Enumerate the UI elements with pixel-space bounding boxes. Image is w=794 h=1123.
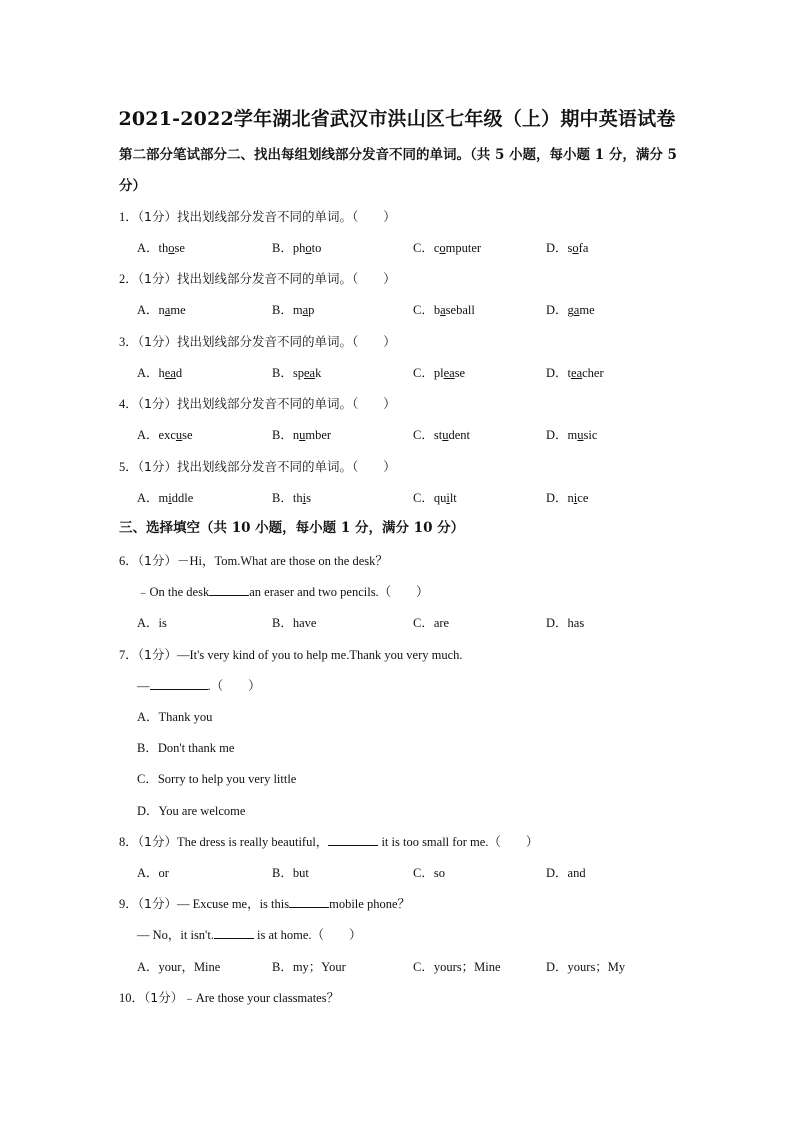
- question-number: 4．: [119, 397, 138, 411]
- option-d: D．nice: [546, 491, 589, 505]
- option-b: B．my；Your: [272, 960, 346, 974]
- question-6-line2: ﹣On the desk an eraser and two pencils.（ ）: [137, 585, 429, 599]
- question-number: 10．: [119, 991, 145, 1005]
- option-a: A．those: [137, 241, 185, 255]
- question-number: 6．: [119, 554, 138, 568]
- underlined-letters: o: [168, 241, 175, 255]
- question-score: （1分）: [137, 334, 177, 349]
- option-letter: B．: [272, 366, 293, 380]
- question-score: （1分）: [137, 834, 177, 849]
- question-score: （1分）: [144, 990, 184, 1005]
- question-9-options: [137, 957, 697, 975]
- option-d: D．sofa: [546, 241, 589, 255]
- question-9: 9．（1分）— Excuse me，is this mobile phone？: [119, 896, 410, 911]
- underlined-letters: ea: [303, 366, 316, 380]
- question-number: 7．: [119, 648, 138, 662]
- underlined-letters: ea: [164, 366, 176, 380]
- question-number: 3．: [119, 335, 138, 349]
- question-stem: 找出划线部分发音不同的单词。（ ）: [176, 459, 396, 474]
- option-letter: A．: [137, 491, 159, 505]
- question-5: [119, 457, 396, 475]
- underlined-letters: o: [439, 241, 446, 255]
- question-5-options: [137, 488, 697, 506]
- underlined-letters: i: [168, 491, 172, 505]
- question-4: [119, 394, 396, 412]
- option-c: C．baseball: [413, 303, 475, 317]
- option-c: C．Sorry to help you very little: [137, 772, 297, 786]
- question-number: 8．: [119, 835, 138, 849]
- option-b: B．number: [272, 428, 332, 442]
- question-stem: 找出划线部分发音不同的单词。（ ）: [176, 334, 396, 349]
- question-score: （1分）: [137, 209, 177, 224]
- question-1-options: [137, 238, 697, 256]
- option-letter: B．: [272, 241, 293, 255]
- exam-title: 2021-2022学年湖北省武汉市洪山区七年级（上）期中英语试卷: [118, 108, 676, 130]
- question-stem: —It's very kind of you to help me.Thank you very much.: [176, 648, 463, 662]
- option-letter: B．: [272, 303, 293, 317]
- underlined-letters: u: [299, 428, 306, 442]
- option-b: B．map: [272, 303, 315, 317]
- section3-heading: 三、选择填空（共 10 小题，每小题 1 分，满分 10 分）: [119, 520, 465, 536]
- option-a: A．your，Mine: [137, 960, 221, 974]
- option-b: B．speak: [272, 366, 322, 380]
- answer-blank: [214, 926, 254, 939]
- question-7-line2: — .（ ）: [137, 679, 261, 693]
- option-d: D．game: [546, 303, 595, 317]
- underlined-letters: i: [573, 491, 578, 505]
- option-a: A．or: [137, 866, 169, 880]
- underlined-letters: u: [577, 428, 584, 442]
- underlined-letters: a: [440, 303, 446, 317]
- option-b: B．photo: [272, 241, 322, 255]
- option-a: A．is: [137, 616, 167, 630]
- option-b: B．but: [272, 866, 309, 880]
- option-a: A．Thank you: [137, 710, 213, 724]
- question-10: [119, 988, 339, 1006]
- option-d: D．and: [546, 866, 586, 880]
- option-letter: C．: [413, 303, 434, 317]
- option-c: C．so: [413, 866, 445, 880]
- option-d: D．has: [546, 616, 585, 630]
- question-8-options: [137, 863, 697, 881]
- question-9-line2: — No，it isn't. is at home.（ ）: [137, 928, 362, 942]
- question-6: [119, 551, 388, 569]
- option-letter: D．: [546, 428, 568, 442]
- question-score: （1分）: [137, 553, 177, 568]
- question-number: 5．: [119, 460, 138, 474]
- option-b: B．have: [272, 616, 317, 630]
- question-stem: －Hi，Tom.What are those on the desk？: [176, 554, 388, 568]
- option-letter: C．: [413, 428, 434, 442]
- question-score: （1分）: [137, 459, 177, 474]
- question-score: （1分）: [137, 896, 177, 911]
- option-letter: A．: [137, 241, 159, 255]
- underlined-letters: a: [302, 303, 309, 317]
- section2-heading: 第二部分笔试部分二、找出每组划线部分发音不同的单词。（共 5 小题，每小题 1 分，满分 5 分）: [119, 147, 677, 194]
- option-c: C．student: [413, 428, 470, 442]
- question-7: [119, 645, 463, 663]
- option-b: B．this: [272, 491, 311, 505]
- option-c: C．computer: [413, 241, 482, 255]
- option-letter: C．: [413, 241, 434, 255]
- question-score: （1分）: [137, 271, 177, 286]
- question-number: 1．: [119, 210, 138, 224]
- answer-blank: [289, 895, 329, 908]
- option-b: B．Don't thank me: [137, 741, 235, 755]
- question-2: [119, 269, 396, 287]
- option-a: A．middle: [137, 491, 194, 505]
- question-4-options: [137, 425, 697, 443]
- question-2-options: [137, 300, 697, 318]
- option-letter: B．: [272, 428, 293, 442]
- question-score: （1分）: [137, 396, 177, 411]
- option-d: D．yours；My: [546, 960, 626, 974]
- option-letter: B．: [272, 491, 293, 505]
- option-letter: D．: [546, 241, 568, 255]
- option-letter: D．: [546, 491, 568, 505]
- option-a: A．name: [137, 303, 186, 317]
- option-c: C．are: [413, 616, 450, 630]
- option-letter: A．: [137, 303, 159, 317]
- underlined-letters: u: [442, 428, 449, 442]
- option-d: D．You are welcome: [137, 804, 246, 818]
- option-d: D．music: [546, 428, 598, 442]
- underlined-letters: o: [572, 241, 579, 255]
- underlined-letters: i: [302, 491, 307, 505]
- option-letter: A．: [137, 366, 159, 380]
- underlined-letters: ea: [443, 366, 455, 380]
- option-letter: A．: [137, 428, 159, 442]
- underlined-letters: a: [164, 303, 171, 317]
- question-1: [119, 207, 396, 225]
- answer-blank: [150, 677, 208, 690]
- option-a: A．head: [137, 366, 183, 380]
- option-letter: C．: [413, 366, 434, 380]
- option-a: A．excuse: [137, 428, 193, 442]
- underlined-letters: o: [305, 241, 312, 255]
- underlined-letters: i: [446, 491, 450, 505]
- option-c: C．yours；Mine: [413, 960, 501, 974]
- answer-blank: [209, 583, 249, 596]
- option-letter: D．: [546, 366, 568, 380]
- question-stem: 找出划线部分发音不同的单词。（ ）: [176, 396, 396, 411]
- underlined-letters: u: [175, 428, 183, 442]
- question-number: 2．: [119, 272, 138, 286]
- question-3-options: [137, 363, 697, 381]
- option-letter: C．: [413, 491, 434, 505]
- answer-blank: [328, 833, 378, 846]
- option-d: D．teacher: [546, 366, 604, 380]
- question-6-options: [137, 613, 697, 631]
- question-stem: 找出划线部分发音不同的单词。（ ）: [176, 271, 396, 286]
- question-stem: 找出划线部分发音不同的单词。（ ）: [176, 209, 396, 224]
- question-number: 9．: [119, 897, 138, 911]
- option-c: C．quilt: [413, 491, 457, 505]
- option-c: C．please: [413, 366, 466, 380]
- question-stem: ﹣Are those your classmates？: [183, 991, 340, 1005]
- option-letter: D．: [546, 303, 568, 317]
- question-score: （1分）: [137, 647, 177, 662]
- question-3: [119, 332, 396, 350]
- question-8: 8．（1分）The dress is really beautiful， it is too small for me.（ ）: [119, 834, 539, 849]
- underlined-letters: ea: [571, 366, 583, 380]
- underlined-letters: a: [573, 303, 580, 317]
